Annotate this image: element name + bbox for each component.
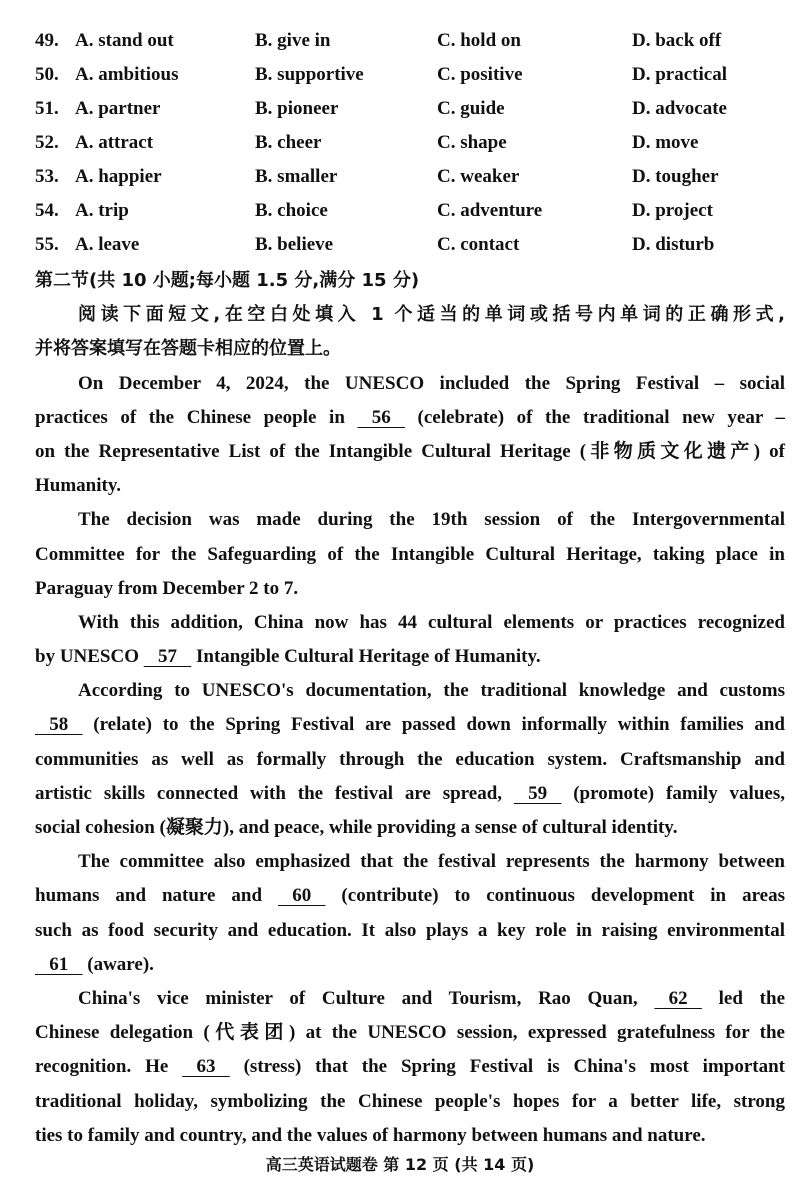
option-c: C. weaker bbox=[437, 166, 520, 187]
text-segment: ties to family and country, and the values of harmony between humans and nature. bbox=[35, 1124, 706, 1146]
option-b: B. choice bbox=[255, 200, 328, 221]
option-b: B. supportive bbox=[255, 64, 364, 85]
text-segment: With this addition, China now has 44 cultural elements or practices recognized bbox=[78, 611, 785, 633]
answer-blank: 60 bbox=[277, 885, 326, 907]
text-segment: (promote) family values, bbox=[561, 782, 785, 804]
passage-line bbox=[35, 777, 785, 811]
option-d: D. back off bbox=[632, 30, 722, 51]
section-heading: 第二节(共 10 小题;每小题 1.5 分,满分 15 分) bbox=[35, 270, 420, 291]
text-segment: communities as well as formally through the education system. Craftsmanship and bbox=[35, 748, 785, 770]
passage-line bbox=[35, 811, 785, 845]
passage-line bbox=[35, 469, 785, 503]
text-segment: 阅读下面短文,在空白处填入 1 个适当的单词或括号内单词的正确形式, bbox=[78, 304, 785, 326]
text-segment: (celebrate) of the traditional new year – bbox=[404, 406, 785, 428]
passage-line bbox=[35, 572, 785, 606]
question-row bbox=[35, 64, 795, 98]
passage-line bbox=[35, 708, 785, 742]
option-d: D. project bbox=[632, 200, 713, 221]
text-segment: The committee also emphasized that the festival represents the harmony between bbox=[78, 851, 785, 873]
question-number: 49. bbox=[35, 30, 59, 51]
question-row bbox=[35, 166, 795, 200]
option-a: A. ambitious bbox=[75, 64, 179, 85]
text-segment: On December 4, 2024, the UNESCO included the Spring Festival – social bbox=[78, 372, 785, 394]
passage-line bbox=[35, 1016, 785, 1050]
question-row bbox=[35, 98, 795, 132]
text-segment: Intangible Cultural Heritage of Humanity. bbox=[191, 646, 541, 668]
text-segment: such as food security and education. It also plays a key role in raising environmental bbox=[35, 919, 785, 941]
text-segment: Committee for the Safeguarding of the Intangible Cultural Heritage, taking place in bbox=[35, 543, 785, 565]
text-segment: According to UNESCO's documentation, the traditional knowledge and customs bbox=[78, 680, 785, 702]
passage-line bbox=[35, 743, 785, 777]
question-number: 53. bbox=[35, 166, 59, 187]
passage-line bbox=[35, 1119, 785, 1153]
option-b: B. pioneer bbox=[255, 98, 339, 119]
option-c: C. adventure bbox=[437, 200, 543, 221]
text-segment: (aware). bbox=[82, 953, 154, 975]
answer-blank: 63 bbox=[182, 1056, 230, 1078]
passage-line bbox=[35, 1050, 785, 1084]
option-d: D. practical bbox=[632, 64, 727, 85]
option-d: D. disturb bbox=[632, 234, 715, 255]
option-b: B. believe bbox=[255, 234, 334, 255]
passage-line bbox=[35, 298, 785, 332]
passage-line bbox=[35, 435, 785, 469]
passage-line bbox=[35, 503, 785, 537]
text-segment: on the Representative List of the Intangible Cultural Heritage (非物质文化遗产) of bbox=[35, 440, 785, 462]
answer-blank: 58 bbox=[35, 714, 83, 736]
text-segment: social cohesion (凝聚力), and peace, while providing a sense of cultural identity. bbox=[35, 817, 678, 838]
question-number: 54. bbox=[35, 200, 59, 221]
text-segment: China's vice minister of Culture and Tourism, Rao Quan, bbox=[78, 987, 655, 1009]
option-d: D. move bbox=[632, 132, 699, 153]
passage-line bbox=[35, 1085, 785, 1119]
passage-line bbox=[35, 982, 785, 1016]
passage-line bbox=[35, 538, 785, 572]
option-b: B. cheer bbox=[255, 132, 322, 153]
question-row bbox=[35, 132, 795, 166]
option-a: A. trip bbox=[75, 200, 129, 221]
text-segment: by UNESCO bbox=[35, 646, 144, 668]
option-a: A. partner bbox=[75, 98, 161, 119]
answer-blank: 57 bbox=[143, 646, 192, 668]
passage-line bbox=[35, 606, 785, 640]
question-number: 50. bbox=[35, 64, 59, 85]
question-number: 51. bbox=[35, 98, 59, 119]
text-segment: humans and nature and bbox=[35, 885, 278, 907]
passage-line bbox=[35, 879, 785, 913]
text-segment: (relate) to the Spring Festival are passed down informally within families and bbox=[82, 714, 785, 736]
passage-line bbox=[35, 401, 785, 435]
text-segment: Chinese delegation (代表团) at the UNESCO session, expressed gratefulness for the bbox=[35, 1022, 785, 1044]
option-a: A. attract bbox=[75, 132, 154, 153]
passage-line bbox=[35, 332, 785, 366]
question-row bbox=[35, 234, 795, 268]
answer-blank: 59 bbox=[513, 782, 562, 804]
text-segment: practices of the Chinese people in bbox=[35, 406, 358, 428]
option-d: D. advocate bbox=[632, 98, 727, 119]
option-c: C. shape bbox=[437, 132, 507, 153]
text-segment: (stress) that the Spring Festival is China's most important bbox=[229, 1056, 786, 1078]
answer-blank: 56 bbox=[357, 406, 405, 428]
option-a: A. happier bbox=[75, 166, 162, 187]
text-segment: recognition. He bbox=[35, 1056, 183, 1078]
passage-line bbox=[35, 845, 785, 879]
option-d: D. tougher bbox=[632, 166, 719, 187]
text-segment: led the bbox=[701, 987, 785, 1009]
text-segment: traditional holiday, symbolizing the Chinese people's hopes for a better life, strong bbox=[35, 1090, 785, 1112]
option-b: B. smaller bbox=[255, 166, 338, 187]
question-number: 55. bbox=[35, 234, 59, 255]
text-segment: Paraguay from December 2 to 7. bbox=[35, 577, 299, 599]
text-segment: artistic skills connected with the festival are spread, bbox=[35, 782, 514, 804]
question-row bbox=[35, 200, 795, 234]
question-row bbox=[35, 30, 795, 64]
question-number: 52. bbox=[35, 132, 59, 153]
text-segment: The decision was made during the 19th session of the Intergovernmental bbox=[78, 509, 785, 531]
page-footer: 高三英语试题卷 第 12 页 (共 14 页) bbox=[265, 1155, 535, 1174]
option-a: A. stand out bbox=[75, 30, 174, 51]
text-segment: Humanity. bbox=[35, 475, 122, 497]
passage-line bbox=[35, 674, 785, 708]
text-segment: 并将答案填写在答题卡相应的位置上。 bbox=[35, 338, 341, 360]
answer-blank: 62 bbox=[654, 987, 702, 1009]
passage-line bbox=[35, 948, 785, 982]
passage-line bbox=[35, 367, 785, 401]
option-c: C. contact bbox=[437, 234, 520, 255]
option-c: C. guide bbox=[437, 98, 505, 119]
answer-blank: 61 bbox=[35, 953, 83, 975]
passage-line bbox=[35, 914, 785, 948]
cloze-passage bbox=[35, 264, 785, 1153]
option-c: C. positive bbox=[437, 64, 523, 85]
text-segment: (contribute) to continuous development in areas bbox=[325, 885, 785, 907]
option-a: A. leave bbox=[75, 234, 140, 255]
passage-line bbox=[35, 640, 785, 674]
option-c: C. hold on bbox=[437, 30, 521, 51]
option-b: B. give in bbox=[255, 30, 331, 51]
